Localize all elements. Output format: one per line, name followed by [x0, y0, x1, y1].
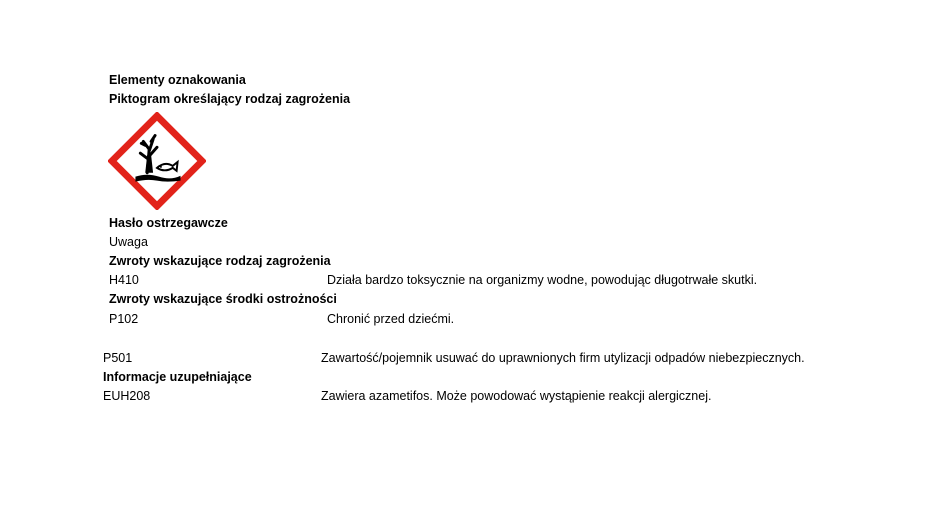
pictogram-heading: Piktogram określający rodzaj zagrożenia: [109, 92, 351, 106]
precaution-text: Zawartość/pojemnik usuwać do uprawnionych firm utylizacji odpadów niebezpiecznych.: [321, 351, 805, 365]
hazard-code: H410: [109, 273, 139, 287]
precaution-heading: Zwroty wskazujące środki ostrożności: [109, 292, 337, 306]
section-title: Elementy oznakowania: [109, 73, 246, 87]
supplementary-heading: Informacje uzupełniające: [103, 370, 252, 384]
environment-hazard-icon: [108, 112, 206, 210]
hazard-heading: Zwroty wskazujące rodzaj zagrożenia: [109, 254, 331, 268]
precaution-code: P501: [103, 351, 133, 365]
precaution-text: Chronić przed dziećmi.: [327, 312, 455, 326]
precaution-code: P102: [109, 312, 139, 326]
supplementary-code: EUH208: [103, 389, 151, 403]
supplementary-text: Zawiera azametifos. Może powodować wystąpienie reakcji alergicznej.: [321, 389, 712, 403]
signal-word-heading: Hasło ostrzegawcze: [109, 216, 228, 230]
signal-word: Uwaga: [109, 235, 148, 249]
hazard-text: Działa bardzo toksycznie na organizmy wodne, powodując długotrwałe skutki.: [327, 273, 758, 287]
